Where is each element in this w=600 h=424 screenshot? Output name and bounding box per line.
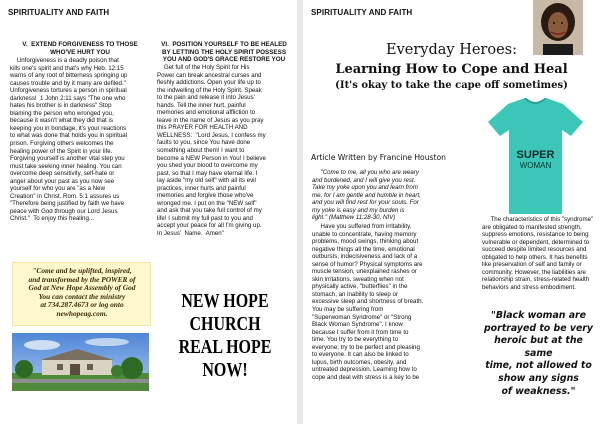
section-vi-body: Get full of the Holy Spirit for His Power can break ancestral curses and fleshly addictions. Open your life up to the indwelling of the Holy Spirit. Speak to the pain and release it into Jesus' hands. Tell the inner hurt, painful memories and emotional affliction to leave in the name of Jesus as you pray this PRAYER FOR HEALTH AND WELLNESS: "Lord Jesus, I confess my faults to you, since You have done something about them! I want to become a NEW Person in You! I believe you shed your blood to overcome my past, so that I may have eternal life. I lay aside "my old self" with all its evil practices, inner hurts and painful memories and forgive those who've wronged me. I put on the "NEW self" and ask that you take full control of my life! I submit my full past to you and accept your peace for all I'm giving up. In Jesus' Name. Amen": [157, 64, 266, 238]
article-byline: Article Written by Francine Houston: [311, 153, 446, 162]
pull-quote: "Black woman are portrayed to be very heroic but at the same time, not allowed to show any signs of weakness.": [483, 310, 594, 397]
church-photo: [12, 333, 149, 391]
shirt-text-super: SUPER: [516, 149, 555, 161]
section-vi-heading: VI. POSITION YOURSELF TO BE HEALED BY LETTING THE HOLY SPIRIT POSSESS YOU AND GOD'S GRACE RESTORE YOU: [161, 41, 287, 64]
article-col2-body: The characteristics of this "syndrome" are obligated to manifested strength, suppress emotions, resistance to being vulnerable or dependent, determined to succeed despite limited resources and obligated to help others. It has benefits like preservation of self and family or community. However, the liabilities are relationship strain, stress-related health behaviors and stress embodiment.: [482, 216, 594, 291]
right-page-header: SPIRITUALITY AND FAITH: [311, 8, 413, 17]
article-col1-body: Have you suffered from irritability, unable to concentrate, having memory problems, mood swings, thinking about negative things all the time, emotional outbursts, indecisiveness and lack of a sense of humor? Physical symptoms are muscle tension, unexplained rashes or skin irritations, sweating when not physically active, "butterflies" in the stomach, an inability to sleep or excessive sleep and shortness of breath. You may be suffering from "Superwoman Syndrome" or "Strong Black Woman Syndrome". I know because I suffer from it from time to time. You try to be everything to everyone; try to be perfect and pleasing to everyone. It can also be linked to lupus, birth outcomes, obesity, and untreated depression. Learning how to cope and deal with stress is a key to be: [312, 223, 424, 381]
section-v-heading: V. EXTEND FORGIVENESS TO THOSE WHO'VE HURT YOU: [22, 41, 138, 56]
church-slogan: NEW HOPE CHURCH REAL HOPE NOW!: [178, 291, 272, 381]
section-v-body: Unforgiveness is a deadly poison that kills one's spirit and that's why Heb. 12:15 warns of any root of bitterness springing up causes trouble and by it many are defiled." Unforgiveness tortures a person in spiritual darkness! 1 John 2:11 says "The one who hates his brother is in darkness" Stop blaming the person who wronged you, because it wasn't what they did that is keeping you in bondage, it's your reactions to what was done that holds you in spiritual prison. Forgiving others welcomes the healing power of the Spirit in your life. Forgiving yourself is another vital step you must take seeking inner healing. You can overcome deep sensitivity, self-hate or anger about your past as you now see yourself for who you are "as a New Creation" in Christ. Rom. 5:1 assures us "Therefore being justified by faith we have peace with God through our Lord Jesus Christ." To enjoy this healing...: [10, 57, 128, 223]
right-page: [303, 0, 600, 424]
contact-quote-box: [12, 262, 151, 326]
superwoman-shirt-image: [488, 98, 583, 216]
left-page: [0, 0, 297, 424]
shirt-text-woman: WOMAN: [519, 161, 552, 170]
article-title: Everyday Heroes:: [385, 42, 517, 58]
left-page-header: SPIRITUALITY AND FAITH: [8, 8, 110, 17]
article-tagline: (It's okay to take the cape off sometimes): [335, 80, 568, 91]
article-subtitle: Learning How to Cope and Heal: [335, 62, 568, 77]
contact-quote-text: "Come and be uplifted, inspired, and transformed by the POWER of God at New Hope Assembly of God You can contact the ministry at 734.287.4673 or log onto newhopeag.com.: [28, 266, 136, 318]
bible-quote: "Come to me, all you who are weary and burdened, and I will give you rest. Take my yoke upon you and learn from me, for I am gentle and humble in heart, and you will find rest for your souls. For my yoke is easy and my burden is light." (Matthew 11:28-30, NIV): [312, 169, 421, 222]
